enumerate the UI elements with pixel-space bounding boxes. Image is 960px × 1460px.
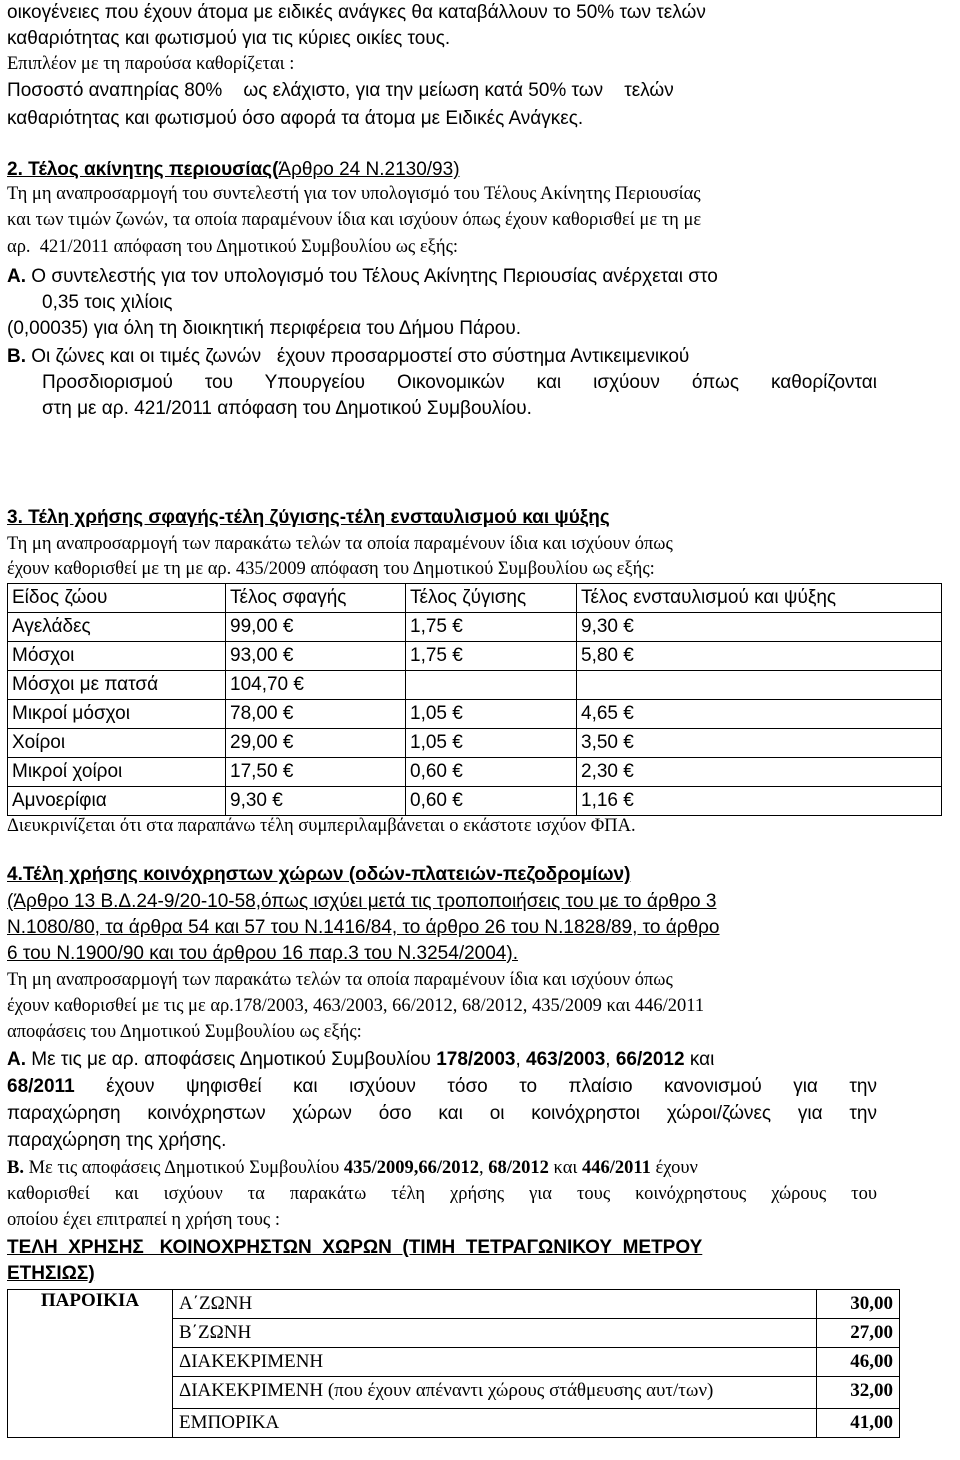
area-cell: ΠΑΡΟΙΚΙΑ bbox=[8, 1290, 173, 1319]
item-text: και bbox=[548, 1158, 582, 1178]
area-cell-empty bbox=[8, 1409, 173, 1438]
item-text: και bbox=[684, 1049, 715, 1070]
table-header-cell: Είδος ζώου bbox=[8, 584, 226, 613]
table-row bbox=[8, 613, 942, 642]
table-cell: Αγελάδες bbox=[8, 613, 226, 642]
table-cell: Μικροί μόσχοι bbox=[8, 700, 226, 729]
table-cell: 0,60 € bbox=[406, 758, 577, 787]
table-cell bbox=[406, 671, 577, 700]
section-2-item-a bbox=[7, 264, 718, 290]
zone-cell: ΔΙΑΚΕΚΡΙΜΕΝΗ (που έχουν απέναντι χώρους στάθμευσης αυτ/των) bbox=[173, 1377, 817, 1409]
zone-cell: Β΄ΖΩΝΗ bbox=[173, 1319, 817, 1348]
section-2-paragraph-line: Τη μη αναπροσαρμογή του συντελεστή για τον υπολογισμό του Τέλους Ακίνητης Περιουσίας bbox=[7, 184, 701, 204]
item-label: Β. bbox=[7, 1158, 24, 1178]
table-row bbox=[8, 787, 942, 816]
public-space-fees-table bbox=[7, 1289, 900, 1438]
table-row bbox=[8, 1377, 900, 1409]
section-4-item-a-line: παραχώρηση κοινόχρηστων χώρων όσο και οι κοινόχρηστοι χώροι/ζώνες για την bbox=[7, 1103, 877, 1124]
section-4-item-b-line: οποίου έχει επιτραπεί η χρήση τους : bbox=[7, 1210, 280, 1230]
section-4-reference-line: Ν.1080/80, τα άρθρα 54 και 57 του Ν.1416/84, το άρθρο 26 του Ν.1828/89, το άρθρο bbox=[7, 917, 720, 938]
table-cell: 78,00 € bbox=[226, 700, 406, 729]
separator: , bbox=[515, 1049, 527, 1070]
section-2-item-a-line: (0,00035) για όλη τη διοικητική περιφέρεια του Δήμου Πάρου. bbox=[7, 318, 522, 339]
area-cell-empty bbox=[8, 1348, 173, 1377]
zone-cell: ΔΙΑΚΕΚΡΙΜΕΝΗ bbox=[173, 1348, 817, 1377]
decision-number: 463/2003 bbox=[526, 1049, 606, 1070]
amount-cell: 41,00 bbox=[817, 1409, 900, 1438]
decision-number: 68/2012 bbox=[488, 1158, 549, 1178]
decision-number: 178/2003 bbox=[436, 1049, 516, 1070]
section-3-heading: 3. Τέλη χρήσης σφαγής-τέλη ζύγισης-τέλη ενσταυλισμού και ψύξης bbox=[7, 507, 610, 528]
zone-cell: Α΄ΖΩΝΗ bbox=[173, 1290, 817, 1319]
table-row bbox=[8, 1319, 900, 1348]
decision-number: 435/2009,66/2012 bbox=[343, 1158, 480, 1178]
table-header-cell: Τέλος ενσταυλισμού και ψύξης bbox=[577, 584, 942, 613]
table-cell: 1,05 € bbox=[406, 700, 577, 729]
table-row bbox=[8, 758, 942, 787]
item-text: έχουν bbox=[650, 1158, 698, 1178]
decision-number: 68/2011 bbox=[7, 1076, 75, 1097]
fees-caps-title: ΤΕΛΗ ΧΡΗΣΗΣ ΚΟΙΝΟΧΡΗΣΤΩΝ ΧΩΡΩΝ (ΤΙΜΗ ΤΕΤΡΑΓΩΝΙΚΟΥ ΜΕΤΡΟΥ bbox=[7, 1237, 703, 1258]
section-4-reference-line: 6 του Ν.1900/90 και του άρθρου 16 παρ.3 του Ν.3254/2004). bbox=[7, 943, 518, 964]
section-3-paragraph-line: Τη μη αναπροσαρμογή των παρακάτω τελών τα οποία παραμένουν ίδια και ισχύουν όπως bbox=[7, 534, 673, 554]
table-cell: Μόσχοι bbox=[8, 642, 226, 671]
table-cell: Χοίροι bbox=[8, 729, 226, 758]
table-cell: 3,50 € bbox=[577, 729, 942, 758]
intro-line: καθαριότητας και φωτισμού όσο αφορά τα άτομα με Ειδικές Ανάγκες. bbox=[7, 108, 584, 129]
decision-number: 66/2012 bbox=[615, 1049, 685, 1070]
table-row bbox=[8, 1409, 900, 1438]
intro-line: Ποσοστό αναπηρίας 80% ως ελάχιστο, για την μείωση κατά 50% των τελών bbox=[7, 80, 674, 101]
area-cell-empty bbox=[8, 1319, 173, 1348]
table-cell: 1,16 € bbox=[577, 787, 942, 816]
section-4-reference-line: (Άρθρο 13 Β.Δ.24-9/20-10-58,όπως ισχύει μετά τις τροποποιήσεις του με το άρθρο 3 bbox=[7, 891, 717, 912]
amount-cell: 46,00 bbox=[817, 1348, 900, 1377]
table-cell: Μικροί χοίροι bbox=[8, 758, 226, 787]
intro-line: οικογένειες που έχουν άτομα με ειδικές ανάγκες θα καταβάλλουν το 50% των τελών bbox=[7, 2, 706, 23]
separator: , bbox=[605, 1049, 616, 1070]
table-cell bbox=[577, 671, 942, 700]
section-2-paragraph-line: αρ. 421/2011 απόφαση του Δημοτικού Συμβουλίου ως εξής: bbox=[7, 237, 459, 257]
table-cell: Μόσχοι με πατσά bbox=[8, 671, 226, 700]
section-4-item-a-line bbox=[7, 1074, 877, 1100]
section-4-paragraph-line: Τη μη αναπροσαρμογή των παρακάτω τελών τα οποία παραμένουν ίδια και ισχύουν όπως bbox=[7, 970, 673, 990]
table-cell: 93,00 € bbox=[226, 642, 406, 671]
section-4-heading: 4.Τέλη χρήσης κοινόχρηστων χώρων (οδών-πλατειών-πεζοδρομίων) bbox=[7, 864, 631, 885]
item-text: Με τις με αρ. αποφάσεις Δημοτικού Συμβουλίου bbox=[26, 1049, 437, 1070]
section-2-heading bbox=[7, 157, 460, 183]
section-4-paragraph-line: αποφάσεις του Δημοτικού Συμβουλίου ως εξής: bbox=[7, 1022, 362, 1042]
section-4-item-a-line: παραχώρηση της χρήσης. bbox=[7, 1130, 227, 1151]
table-cell: 1,75 € bbox=[406, 642, 577, 671]
section-2-item-b-line: στη με αρ. 421/2011 απόφαση του Δημοτικού Συμβουλίου. bbox=[42, 398, 532, 419]
table-cell: 99,00 € bbox=[226, 613, 406, 642]
table-cell: 1,75 € bbox=[406, 613, 577, 642]
table-header-cell: Τέλος σφαγής bbox=[226, 584, 406, 613]
table-row bbox=[8, 1290, 900, 1319]
amount-cell: 32,00 bbox=[817, 1377, 900, 1409]
table-row bbox=[8, 700, 942, 729]
table-cell: 5,80 € bbox=[577, 642, 942, 671]
table-cell: 2,30 € bbox=[577, 758, 942, 787]
zone-cell: ΕΜΠΟΡΙΚΑ bbox=[173, 1409, 817, 1438]
table-row bbox=[8, 642, 942, 671]
amount-cell: 30,00 bbox=[817, 1290, 900, 1319]
item-label: Β. bbox=[7, 346, 26, 367]
intro-line: καθαριότητας και φωτισμού για τις κύριες οικίες τους. bbox=[7, 28, 451, 49]
intro-line: Επιπλέον με τη παρούσα καθορίζεται : bbox=[7, 54, 295, 74]
table-row bbox=[8, 671, 942, 700]
item-text: Με τις αποφάσεις Δημοτικού Συμβουλίου bbox=[23, 1158, 344, 1178]
separator: , bbox=[479, 1158, 489, 1178]
table-cell: 29,00 € bbox=[226, 729, 406, 758]
section-2-item-b-line: Προσδιορισμού του Υπουργείου Οικονομικών και ισχύουν όπως καθορίζονται bbox=[42, 372, 877, 393]
section-4-item-b-line: καθορισθεί και ισχύουν τα παρακάτω τέλη χρήσης για τους κοινόχρηστους χώρους του bbox=[7, 1184, 877, 1204]
item-text: έχουν ψηφισθεί και ισχύουν τόσο το πλαίσιο κανονισμού για την bbox=[74, 1076, 877, 1097]
table-cell: 0,60 € bbox=[406, 787, 577, 816]
fees-caps-title-cont: ΕΤΗΣΙΩΣ) bbox=[7, 1263, 95, 1284]
section-4-item-a bbox=[7, 1047, 714, 1073]
table-header-cell: Τέλος ζύγισης bbox=[406, 584, 577, 613]
table-cell: 9,30 € bbox=[226, 787, 406, 816]
table-row bbox=[8, 1348, 900, 1377]
section-4-paragraph-line: έχουν καθορισθεί με τις με αρ.178/2003, 463/2003, 66/2012, 68/2012, 435/2009 και 446/2011 bbox=[7, 996, 705, 1016]
section-2-item-a-line: 0,35 τοις χιλίοις bbox=[42, 292, 173, 313]
item-text: Ο συντελεστής για τον υπολογισμό του Τέλους Ακίνητης Περιουσίας ανέρχεται στο bbox=[26, 266, 718, 287]
section-2-item-b bbox=[7, 344, 689, 370]
decision-number: 446/2011 bbox=[582, 1158, 651, 1178]
area-cell-empty bbox=[8, 1377, 173, 1409]
item-text: Οι ζώνες και οι τιμές ζωνών έχουν προσαρμοστεί στο σύστημα Αντικειμενικού bbox=[26, 346, 690, 367]
animal-fees-table bbox=[7, 583, 942, 816]
amount-cell: 27,00 bbox=[817, 1319, 900, 1348]
item-label: Α. bbox=[7, 1049, 26, 1070]
table-cell: 4,65 € bbox=[577, 700, 942, 729]
table-row bbox=[8, 729, 942, 758]
section-2-paragraph-line: και των τιμών ζωνών, τα οποία παραμένουν ίδια και ισχύουν όπως έχουν καθορισθεί με τη με bbox=[7, 210, 702, 230]
table-cell: 9,30 € bbox=[577, 613, 942, 642]
table-cell: 104,70 € bbox=[226, 671, 406, 700]
table-cell: Αμνοερίφια bbox=[8, 787, 226, 816]
vat-note: Διευκρινίζεται ότι στα παραπάνω τέλη συμπεριλαμβάνεται ο εκάστοτε ισχύον ΦΠΑ. bbox=[7, 816, 636, 836]
section-2-heading-bold: 2. Τέλος ακίνητης περιουσίας( bbox=[7, 159, 279, 180]
table-header-row bbox=[8, 584, 942, 613]
section-4-item-b bbox=[7, 1156, 698, 1180]
section-3-paragraph-line: έχουν καθορισθεί με τη με αρ. 435/2009 απόφαση του Δημοτικού Συμβουλίου ως εξής: bbox=[7, 559, 655, 579]
section-2-heading-ref: Άρθρο 24 Ν.2130/93) bbox=[278, 159, 460, 180]
table-cell: 17,50 € bbox=[226, 758, 406, 787]
table-cell: 1,05 € bbox=[406, 729, 577, 758]
item-label: Α. bbox=[7, 266, 26, 287]
